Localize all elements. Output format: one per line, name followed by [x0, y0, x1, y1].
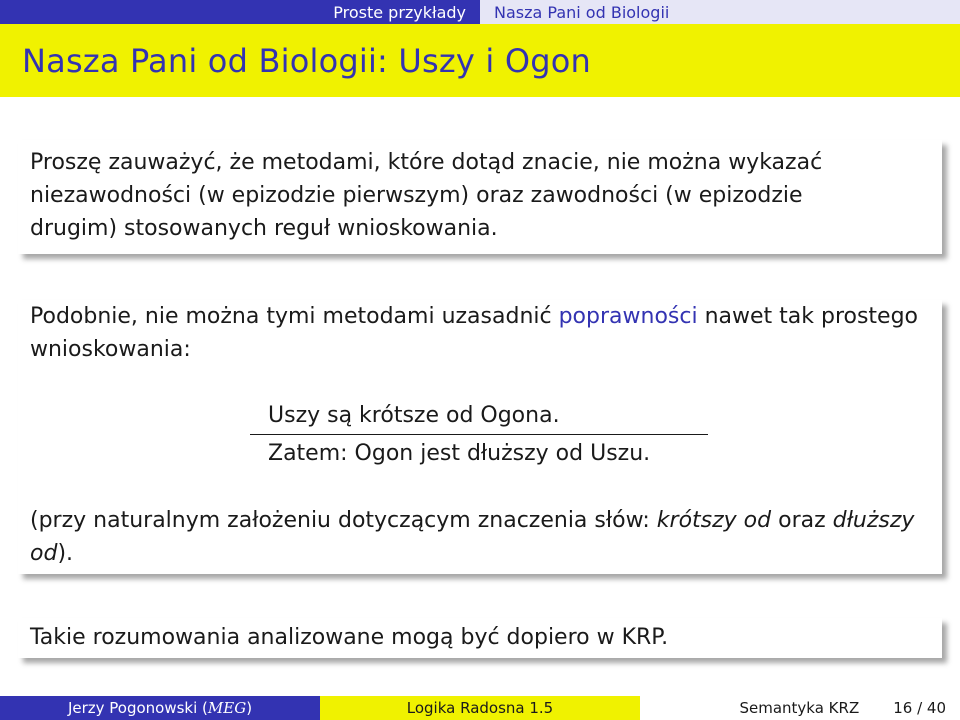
block3-text: Takie rozumowania analizowane mogą być dopiero w KRP.	[30, 625, 669, 650]
block2-note-text: (przy naturalnym założeniu dotyczącym znaczenia słów:	[30, 508, 657, 533]
footer-author-symbol: MEG	[207, 699, 247, 717]
term-longer: dłuższy od	[30, 508, 915, 566]
footer-bar	[0, 696, 960, 720]
frame-title: Nasza Pani od Biologii: Uszy i Ogon	[22, 41, 592, 80]
nav-subsection-label: Nasza Pani od Biologii	[494, 2, 670, 22]
block1-line-2: niezawodności (w epizodzie pierwszym) oraz zawodności (w epizodzie	[30, 183, 803, 208]
block2-intro-text-end: nawet tak prostego wnioskowania:	[30, 304, 919, 362]
footer-course-cell[interactable]	[320, 696, 640, 720]
content-block-2	[18, 300, 942, 574]
inference-conclusion: Zatem: Ogon jest dłuższy od Uszu.	[268, 441, 651, 466]
top-navigation-bar	[0, 0, 960, 24]
block2-note-middle: oraz	[771, 508, 833, 533]
footer-course: Logika Radosna 1.5	[406, 699, 554, 717]
nav-section-link[interactable]	[0, 0, 480, 24]
highlight-term: poprawności	[558, 304, 698, 329]
block1-line-3: drugim) stosowanych reguł wnioskowania.	[30, 216, 498, 241]
footer-page-number: 16 / 40	[893, 699, 946, 717]
block2-intro-text: Podobnie, nie można tymi metodami uzasadnić	[30, 304, 559, 329]
block1-line-1: Proszę zauważyć, że metodami, które dotąd znacie, nie można wykazać	[30, 150, 823, 175]
content-block-3	[18, 618, 942, 658]
block2-intro-paragraph	[30, 300, 930, 366]
footer-topic: Semantyka KRZ	[739, 699, 860, 717]
footer-author: Jerzy Pogonowski (	[67, 699, 208, 717]
inference-line	[250, 434, 708, 435]
content-block-1	[18, 140, 942, 254]
nav-subsection-link[interactable]	[480, 0, 960, 24]
inference-rule	[268, 399, 726, 470]
nav-section-label: Proste przykłady	[333, 2, 466, 22]
footer-topic-cell[interactable]	[640, 696, 960, 720]
term-shorter: krótszy od	[656, 508, 772, 533]
footer-author-cell[interactable]	[0, 696, 320, 720]
footer-author-end: )	[246, 699, 253, 717]
inference-premise: Uszy są krótsze od Ogona.	[268, 403, 560, 428]
block2-note-paragraph	[30, 504, 930, 570]
frame-title-bar	[0, 24, 960, 97]
block2-note-end: ).	[57, 541, 74, 566]
